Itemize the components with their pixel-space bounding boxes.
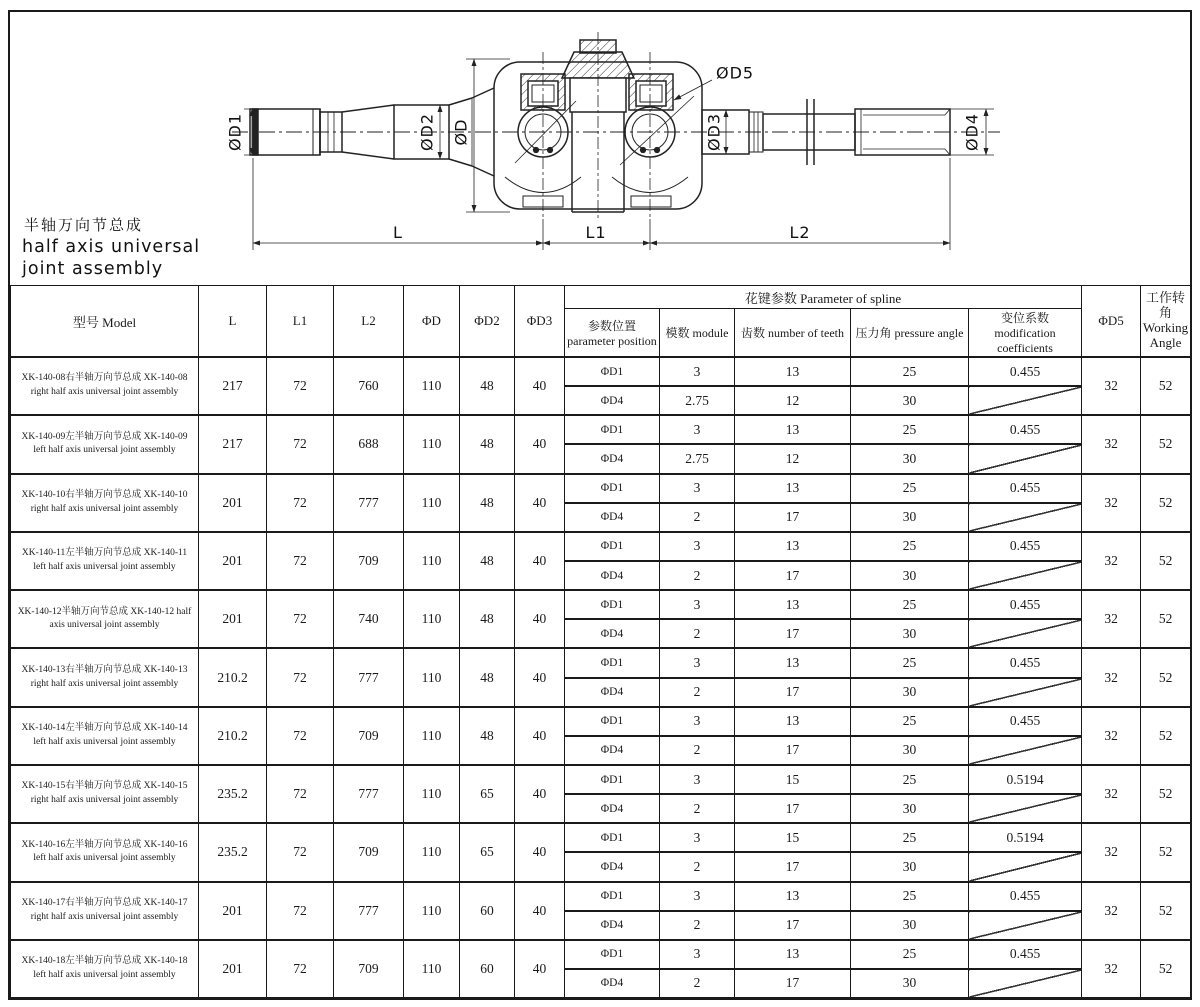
row-4-dD3: 40 <box>515 590 565 648</box>
row-9-angle: 52 <box>1141 882 1191 940</box>
row-1-spline2-pos: ΦD4 <box>565 444 660 473</box>
row-7-L1: 72 <box>267 765 334 823</box>
row-3-spline1-teeth: 13 <box>735 532 851 561</box>
row-6-spline2-coeff <box>969 736 1082 765</box>
row-2-dD: 110 <box>404 474 460 532</box>
row-4-dD2: 48 <box>460 590 515 648</box>
row-4-L1: 72 <box>267 590 334 648</box>
row-7-spline2-pressure: 30 <box>851 794 969 823</box>
row-10-dD3: 40 <box>515 940 565 998</box>
drawing-title <box>21 216 200 279</box>
row-6-model: XK-140-14左半轴万向节总成 XK-140-14 left half axis universal joint assembly <box>11 707 199 765</box>
row-4-dD5: 32 <box>1082 590 1141 648</box>
row-6-spline2-pressure: 30 <box>851 736 969 765</box>
row-5-L2: 777 <box>334 648 404 706</box>
row-7-L: 235.2 <box>199 765 267 823</box>
row-0-spline1-pos: ΦD1 <box>565 357 660 386</box>
row-2-spline2-teeth: 17 <box>735 503 851 532</box>
row-9-dD: 110 <box>404 882 460 940</box>
row-5-spline1-teeth: 13 <box>735 648 851 677</box>
label-d1: ØD1 <box>225 112 245 152</box>
row-5-spline1-pressure: 25 <box>851 648 969 677</box>
row-4-spline1-module: 3 <box>660 590 735 619</box>
header-param-position: 参数位置 parameter position <box>565 309 660 358</box>
row-10-spline1-coeff: 0.455 <box>969 940 1082 969</box>
row-4-spline2-module: 2 <box>660 619 735 648</box>
header-L1: L1 <box>267 286 334 358</box>
row-7-spline1-teeth: 15 <box>735 765 851 794</box>
row-3-spline2-pos: ΦD4 <box>565 561 660 590</box>
row-6-spline1-pos: ΦD1 <box>565 707 660 736</box>
header-dD5: ΦD5 <box>1082 286 1141 358</box>
header-spline-group: 花键参数 Parameter of spline <box>565 286 1082 309</box>
length-dimensions <box>253 158 950 250</box>
row-5-spline2-coeff <box>969 678 1082 707</box>
model-row-10 <box>11 940 1191 969</box>
row-6-spline1-module: 3 <box>660 707 735 736</box>
row-8-spline1-pressure: 25 <box>851 823 969 852</box>
row-6-angle: 52 <box>1141 707 1191 765</box>
row-0-dD3: 40 <box>515 357 565 415</box>
row-10-angle: 52 <box>1141 940 1191 998</box>
row-5-spline1-pos: ΦD1 <box>565 648 660 677</box>
row-5-spline2-pos: ΦD4 <box>565 678 660 707</box>
row-1-dD5: 32 <box>1082 415 1141 473</box>
label-d3: ØD3 <box>704 112 724 152</box>
row-7-angle: 52 <box>1141 765 1191 823</box>
row-0-spline1-coeff: 0.455 <box>969 357 1082 386</box>
row-5-spline1-coeff: 0.455 <box>969 648 1082 677</box>
row-8-spline1-module: 3 <box>660 823 735 852</box>
row-3-dD2: 48 <box>460 532 515 590</box>
row-6-dD2: 48 <box>460 707 515 765</box>
working-angle-zh: 工作转角 <box>1146 290 1186 321</box>
row-5-L1: 72 <box>267 648 334 706</box>
row-10-spline1-module: 3 <box>660 940 735 969</box>
row-3-dD5: 32 <box>1082 532 1141 590</box>
row-9-spline1-pos: ΦD1 <box>565 882 660 911</box>
row-7-spline2-teeth: 17 <box>735 794 851 823</box>
row-5-spline2-module: 2 <box>660 678 735 707</box>
row-1-dD3: 40 <box>515 415 565 473</box>
row-6-spline1-coeff: 0.455 <box>969 707 1082 736</box>
model-row-0 <box>11 357 1191 386</box>
row-8-spline2-pos: ΦD4 <box>565 852 660 881</box>
row-1-spline2-module: 2.75 <box>660 444 735 473</box>
dim-d5 <box>674 64 754 101</box>
row-1-spline1-pressure: 25 <box>851 415 969 444</box>
row-0-spline2-pressure: 30 <box>851 386 969 415</box>
row-7-spline2-coeff <box>969 794 1082 823</box>
model-row-4 <box>11 590 1191 619</box>
model-row-6 <box>11 707 1191 736</box>
row-8-L2: 709 <box>334 823 404 881</box>
row-2-dD3: 40 <box>515 474 565 532</box>
row-4-L: 201 <box>199 590 267 648</box>
row-9-dD3: 40 <box>515 882 565 940</box>
header-dD2: ΦD2 <box>460 286 515 358</box>
row-9-spline2-pressure: 30 <box>851 911 969 940</box>
row-0-angle: 52 <box>1141 357 1191 415</box>
label-L2: L2 <box>789 223 811 242</box>
row-0-spline1-pressure: 25 <box>851 357 969 386</box>
row-9-spline1-coeff: 0.455 <box>969 882 1082 911</box>
title-zh: 半轴万向节总成 <box>24 216 144 234</box>
header-working-angle <box>1141 286 1191 358</box>
row-5-spline2-pressure: 30 <box>851 678 969 707</box>
row-10-L: 201 <box>199 940 267 998</box>
model-row-5 <box>11 648 1191 677</box>
row-6-spline2-module: 2 <box>660 736 735 765</box>
row-9-L: 201 <box>199 882 267 940</box>
row-8-model: XK-140-16左半轴万向节总成 XK-140-16 left half axis universal joint assembly <box>11 823 199 881</box>
row-10-spline1-teeth: 13 <box>735 940 851 969</box>
row-9-spline1-pressure: 25 <box>851 882 969 911</box>
row-10-spline2-pos: ΦD4 <box>565 969 660 998</box>
row-2-spline1-coeff: 0.455 <box>969 474 1082 503</box>
model-row-3 <box>11 532 1191 561</box>
spec-table-body <box>11 357 1191 998</box>
row-8-angle: 52 <box>1141 823 1191 881</box>
row-5-angle: 52 <box>1141 648 1191 706</box>
row-8-spline1-pos: ΦD1 <box>565 823 660 852</box>
dim-d3 <box>705 110 727 154</box>
row-1-model: XK-140-09左半轴万向节总成 XK-140-09 left half axis universal joint assembly <box>11 415 199 473</box>
row-10-spline2-pressure: 30 <box>851 969 969 998</box>
row-3-spline2-module: 2 <box>660 561 735 590</box>
row-1-dD2: 48 <box>460 415 515 473</box>
header-teeth: 齿数 number of teeth <box>735 309 851 358</box>
row-6-L2: 709 <box>334 707 404 765</box>
row-2-spline1-module: 3 <box>660 474 735 503</box>
row-8-dD2: 65 <box>460 823 515 881</box>
row-6-dD: 110 <box>404 707 460 765</box>
row-4-spline2-teeth: 17 <box>735 619 851 648</box>
row-4-spline2-pressure: 30 <box>851 619 969 648</box>
row-10-dD5: 32 <box>1082 940 1141 998</box>
row-4-angle: 52 <box>1141 590 1191 648</box>
row-0-spline2-pos: ΦD4 <box>565 386 660 415</box>
row-8-dD: 110 <box>404 823 460 881</box>
header-L2: L2 <box>334 286 404 358</box>
row-7-spline1-pos: ΦD1 <box>565 765 660 794</box>
row-7-spline2-pos: ΦD4 <box>565 794 660 823</box>
row-2-spline2-module: 2 <box>660 503 735 532</box>
label-d4: ØD4 <box>962 112 982 152</box>
row-0-spline1-teeth: 13 <box>735 357 851 386</box>
row-4-spline1-teeth: 13 <box>735 590 851 619</box>
row-10-spline2-teeth: 17 <box>735 969 851 998</box>
row-0-L1: 72 <box>267 357 334 415</box>
row-10-L1: 72 <box>267 940 334 998</box>
working-angle-en: Working Angle <box>1142 320 1189 350</box>
row-3-spline1-pos: ΦD1 <box>565 532 660 561</box>
row-4-spline1-pressure: 25 <box>851 590 969 619</box>
row-9-L2: 777 <box>334 882 404 940</box>
row-7-dD: 110 <box>404 765 460 823</box>
row-10-dD2: 60 <box>460 940 515 998</box>
row-5-spline1-module: 3 <box>660 648 735 677</box>
row-1-spline1-pos: ΦD1 <box>565 415 660 444</box>
row-9-spline2-pos: ΦD4 <box>565 911 660 940</box>
row-1-spline2-pressure: 30 <box>851 444 969 473</box>
spec-table <box>10 285 1191 998</box>
row-2-spline2-coeff <box>969 503 1082 532</box>
row-1-spline2-teeth: 12 <box>735 444 851 473</box>
row-10-spline1-pressure: 25 <box>851 940 969 969</box>
row-4-spline2-coeff <box>969 619 1082 648</box>
universal-joint-drawing <box>10 12 1190 285</box>
model-row-9 <box>11 882 1191 911</box>
row-10-spline2-module: 2 <box>660 969 735 998</box>
row-3-spline1-pressure: 25 <box>851 532 969 561</box>
row-8-L1: 72 <box>267 823 334 881</box>
row-10-spline2-coeff <box>969 969 1082 998</box>
row-7-model: XK-140-15右半轴万向节总成 XK-140-15 right half axis universal joint assembly <box>11 765 199 823</box>
row-0-L2: 760 <box>334 357 404 415</box>
row-5-spline2-teeth: 17 <box>735 678 851 707</box>
model-row-8 <box>11 823 1191 852</box>
row-9-spline2-module: 2 <box>660 911 735 940</box>
row-1-spline1-module: 3 <box>660 415 735 444</box>
row-5-model: XK-140-13右半轴万向节总成 XK-140-13 right half axis universal joint assembly <box>11 648 199 706</box>
row-3-spline2-teeth: 17 <box>735 561 851 590</box>
row-5-dD5: 32 <box>1082 648 1141 706</box>
row-8-spline1-coeff: 0.5194 <box>969 823 1082 852</box>
row-2-spline2-pos: ΦD4 <box>565 503 660 532</box>
row-7-spline1-coeff: 0.5194 <box>969 765 1082 794</box>
row-9-dD2: 60 <box>460 882 515 940</box>
row-7-L2: 777 <box>334 765 404 823</box>
model-row-1 <box>11 415 1191 444</box>
row-3-dD: 110 <box>404 532 460 590</box>
row-4-spline1-pos: ΦD1 <box>565 590 660 619</box>
row-0-spline2-module: 2.75 <box>660 386 735 415</box>
row-7-dD2: 65 <box>460 765 515 823</box>
label-d5: ØD5 <box>716 63 755 83</box>
row-4-dD: 110 <box>404 590 460 648</box>
row-3-L2: 709 <box>334 532 404 590</box>
title-en-line1: half axis universal <box>22 237 201 257</box>
row-2-spline2-pressure: 30 <box>851 503 969 532</box>
row-8-spline2-module: 2 <box>660 852 735 881</box>
row-9-dD5: 32 <box>1082 882 1141 940</box>
row-2-L2: 777 <box>334 474 404 532</box>
row-9-spline1-teeth: 13 <box>735 882 851 911</box>
row-7-spline1-module: 3 <box>660 765 735 794</box>
row-2-L1: 72 <box>267 474 334 532</box>
row-1-L1: 72 <box>267 415 334 473</box>
row-6-spline2-pos: ΦD4 <box>565 736 660 765</box>
row-2-model: XK-140-10右半轴万向节总成 XK-140-10 right half axis universal joint assembly <box>11 474 199 532</box>
row-1-L2: 688 <box>334 415 404 473</box>
model-row-2 <box>11 474 1191 503</box>
technical-drawing <box>10 12 1190 285</box>
row-0-spline2-teeth: 12 <box>735 386 851 415</box>
row-8-dD3: 40 <box>515 823 565 881</box>
row-7-spline2-module: 2 <box>660 794 735 823</box>
row-8-spline2-coeff <box>969 852 1082 881</box>
model-row-7 <box>11 765 1191 794</box>
row-0-dD2: 48 <box>460 357 515 415</box>
label-d2: ØD2 <box>417 112 437 152</box>
header-pressure-angle: 压力角 pressure angle <box>851 309 969 358</box>
row-10-spline1-pos: ΦD1 <box>565 940 660 969</box>
row-9-L1: 72 <box>267 882 334 940</box>
row-0-dD: 110 <box>404 357 460 415</box>
row-6-dD5: 32 <box>1082 707 1141 765</box>
row-8-L: 235.2 <box>199 823 267 881</box>
row-4-spline2-pos: ΦD4 <box>565 619 660 648</box>
row-5-L: 210.2 <box>199 648 267 706</box>
header-mod-coeff: 变位系数 modification coefficients <box>969 309 1082 358</box>
row-1-dD: 110 <box>404 415 460 473</box>
row-7-dD5: 32 <box>1082 765 1141 823</box>
row-5-dD2: 48 <box>460 648 515 706</box>
row-5-dD3: 40 <box>515 648 565 706</box>
row-9-model: XK-140-17右半轴万向节总成 XK-140-17 right half axis universal joint assembly <box>11 882 199 940</box>
row-2-spline1-pressure: 25 <box>851 474 969 503</box>
row-3-L: 201 <box>199 532 267 590</box>
row-3-L1: 72 <box>267 532 334 590</box>
row-4-L2: 740 <box>334 590 404 648</box>
row-0-spline2-coeff <box>969 386 1082 415</box>
row-3-angle: 52 <box>1141 532 1191 590</box>
row-0-L: 217 <box>199 357 267 415</box>
label-L: L <box>393 223 403 242</box>
row-3-spline1-coeff: 0.455 <box>969 532 1082 561</box>
row-6-L: 210.2 <box>199 707 267 765</box>
row-10-dD: 110 <box>404 940 460 998</box>
row-6-L1: 72 <box>267 707 334 765</box>
row-1-spline1-coeff: 0.455 <box>969 415 1082 444</box>
row-3-spline2-coeff <box>969 561 1082 590</box>
row-0-model: XK-140-08右半轴万向节总成 XK-140-08 right half axis universal joint assembly <box>11 357 199 415</box>
row-5-dD: 110 <box>404 648 460 706</box>
row-4-model: XK-140-12半轴万向节总成 XK-140-12 half axis universal joint assembly <box>11 590 199 648</box>
row-1-angle: 52 <box>1141 415 1191 473</box>
row-9-spline1-module: 3 <box>660 882 735 911</box>
row-1-L: 217 <box>199 415 267 473</box>
row-2-spline1-pos: ΦD1 <box>565 474 660 503</box>
header-dD: ΦD <box>404 286 460 358</box>
row-6-dD3: 40 <box>515 707 565 765</box>
row-6-spline2-teeth: 17 <box>735 736 851 765</box>
row-10-L2: 709 <box>334 940 404 998</box>
dim-d <box>452 59 511 212</box>
row-2-dD2: 48 <box>460 474 515 532</box>
row-0-dD5: 32 <box>1082 357 1141 415</box>
row-9-spline2-teeth: 17 <box>735 911 851 940</box>
row-8-spline2-teeth: 17 <box>735 852 851 881</box>
row-2-L: 201 <box>199 474 267 532</box>
title-en-line2: joint assembly <box>22 259 164 279</box>
row-2-dD5: 32 <box>1082 474 1141 532</box>
header-module: 模数 module <box>660 309 735 358</box>
row-3-spline1-module: 3 <box>660 532 735 561</box>
row-3-model: XK-140-11左半轴万向节总成 XK-140-11 left half axis universal joint assembly <box>11 532 199 590</box>
row-8-spline1-teeth: 15 <box>735 823 851 852</box>
row-2-angle: 52 <box>1141 474 1191 532</box>
row-8-spline2-pressure: 30 <box>851 852 969 881</box>
header-model: 型号 Model <box>11 286 199 358</box>
row-2-spline1-teeth: 13 <box>735 474 851 503</box>
row-7-spline1-pressure: 25 <box>851 765 969 794</box>
row-7-dD3: 40 <box>515 765 565 823</box>
label-d: ØD <box>451 118 471 146</box>
row-8-dD5: 32 <box>1082 823 1141 881</box>
row-9-spline2-coeff <box>969 911 1082 940</box>
row-10-model: XK-140-18左半轴万向节总成 XK-140-18 left half axis universal joint assembly <box>11 940 199 998</box>
header-dD3: ΦD3 <box>515 286 565 358</box>
header-L: L <box>199 286 267 358</box>
row-3-spline2-pressure: 30 <box>851 561 969 590</box>
row-3-dD3: 40 <box>515 532 565 590</box>
row-0-spline1-module: 3 <box>660 357 735 386</box>
row-6-spline1-pressure: 25 <box>851 707 969 736</box>
joint-housing <box>494 32 702 219</box>
row-6-spline1-teeth: 13 <box>735 707 851 736</box>
row-1-spline2-coeff <box>969 444 1082 473</box>
row-4-spline1-coeff: 0.455 <box>969 590 1082 619</box>
row-1-spline1-teeth: 13 <box>735 415 851 444</box>
sheet-frame <box>8 10 1192 1000</box>
label-L1: L1 <box>585 223 607 242</box>
